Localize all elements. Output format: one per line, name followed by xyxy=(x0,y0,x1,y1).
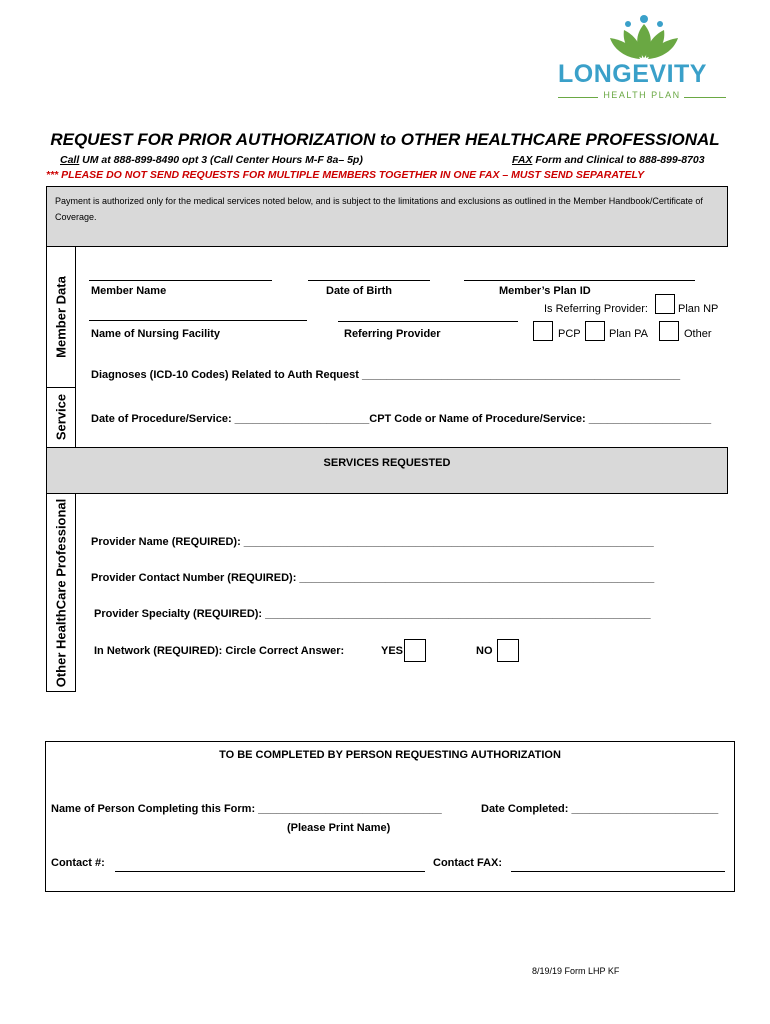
plan-np-checkbox[interactable] xyxy=(655,294,675,314)
date-completed-field[interactable]: Date Completed: ________________________ xyxy=(481,803,719,815)
logo-subtitle: HEALTH PLAN xyxy=(603,90,681,100)
referring-provider-label: Referring Provider xyxy=(344,328,441,340)
form-title: REQUEST FOR PRIOR AUTHORIZATION to OTHER HEALTHCARE PROFESSIONAL xyxy=(50,130,720,149)
services-requested-label: SERVICES REQUESTED xyxy=(323,457,451,469)
dob-label: Date of Birth xyxy=(326,285,392,297)
dob-line xyxy=(308,280,430,281)
contact-fax-label: Contact FAX: xyxy=(433,857,503,869)
requester-name-field[interactable]: Name of Person Completing this Form: ______________________________ xyxy=(51,803,442,815)
services-requested-bar xyxy=(46,447,728,494)
requester-heading: TO BE COMPLETED BY PERSON REQUESTING AUTHORIZATION xyxy=(219,749,561,761)
member-name-line xyxy=(89,280,272,281)
service-sidebar xyxy=(46,387,76,447)
logo-wordmark: LONGEVITY xyxy=(558,60,707,88)
plan-np-label: Plan NP xyxy=(678,303,719,315)
pcp-checkbox[interactable] xyxy=(533,321,553,341)
yes-checkbox[interactable] xyxy=(404,639,426,662)
call-info xyxy=(60,154,363,166)
yes-label: YES xyxy=(381,645,404,657)
member-name-label: Member Name xyxy=(91,285,167,297)
contact-label: Contact #: xyxy=(51,857,105,869)
referring-provider-line xyxy=(338,321,518,322)
fax-info xyxy=(512,154,705,166)
call-details: UM at 888-899-8490 opt 3 (Call Center Hours M-F 8a– 5p) xyxy=(79,154,363,166)
fax-details: Form and Clinical to 888-899-8703 xyxy=(532,154,705,166)
no-label: NO xyxy=(476,645,493,657)
form-footer: 8/19/19 Form LHP KF xyxy=(532,966,620,976)
procedure-field[interactable]: Date of Procedure/Service: ______________________CPT Code or Name of Procedure/Service: ____________________ xyxy=(91,413,712,425)
member-data-sidebar xyxy=(46,247,76,387)
provider-name-field[interactable]: Provider Name (REQUIRED): ___________________________________________________________________ xyxy=(91,536,654,548)
in-network-label: In Network (REQUIRED): Circle Correct Answer: xyxy=(94,645,345,657)
member-data-label: Member Data xyxy=(53,276,69,358)
ohp-label: Other HealthCare Professional xyxy=(53,498,69,687)
disclaimer-text: Payment is authorized only for the medical services noted below, and is subject to the limitations and exclusions as outlined in the Member Handbook/Certificate of Coverage. xyxy=(55,196,703,222)
plan-pa-checkbox[interactable] xyxy=(585,321,605,341)
contact-fax-line[interactable] xyxy=(511,871,725,872)
warning-text: *** PLEASE DO NOT SEND REQUESTS FOR MULTIPLE MEMBERS TOGETHER IN ONE FAX – MUST SEND SEPARATELY xyxy=(46,169,645,181)
fax-word: FAX xyxy=(512,154,533,166)
disclaimer-box xyxy=(46,186,728,247)
provider-contact-field[interactable]: Provider Contact Number (REQUIRED): __________________________________________________________ xyxy=(91,572,655,584)
diagnoses-field[interactable]: Diagnoses (ICD-10 Codes) Related to Auth Request ____________________________________________________ xyxy=(91,369,681,381)
nursing-facility-line xyxy=(89,320,307,321)
plan-id-line xyxy=(464,280,695,281)
nursing-facility-label: Name of Nursing Facility xyxy=(91,328,220,340)
ohp-sidebar xyxy=(46,494,76,692)
other-checkbox[interactable] xyxy=(659,321,679,341)
longevity-logo-mark xyxy=(606,14,682,60)
no-checkbox[interactable] xyxy=(497,639,519,662)
is-referring-label: Is Referring Provider: xyxy=(544,303,648,315)
service-label: Service xyxy=(53,393,69,441)
requester-box xyxy=(45,741,735,892)
pcp-label: PCP xyxy=(558,328,581,340)
plan-id-label: Member’s Plan ID xyxy=(499,285,591,297)
plan-pa-label: Plan PA xyxy=(609,328,648,340)
provider-specialty-field[interactable]: Provider Specialty (REQUIRED): _______________________________________________________________ xyxy=(94,608,651,620)
contact-line[interactable] xyxy=(115,871,425,872)
other-label: Other xyxy=(684,328,712,340)
print-name-note: (Please Print Name) xyxy=(287,822,391,834)
call-word: Call xyxy=(60,154,80,166)
